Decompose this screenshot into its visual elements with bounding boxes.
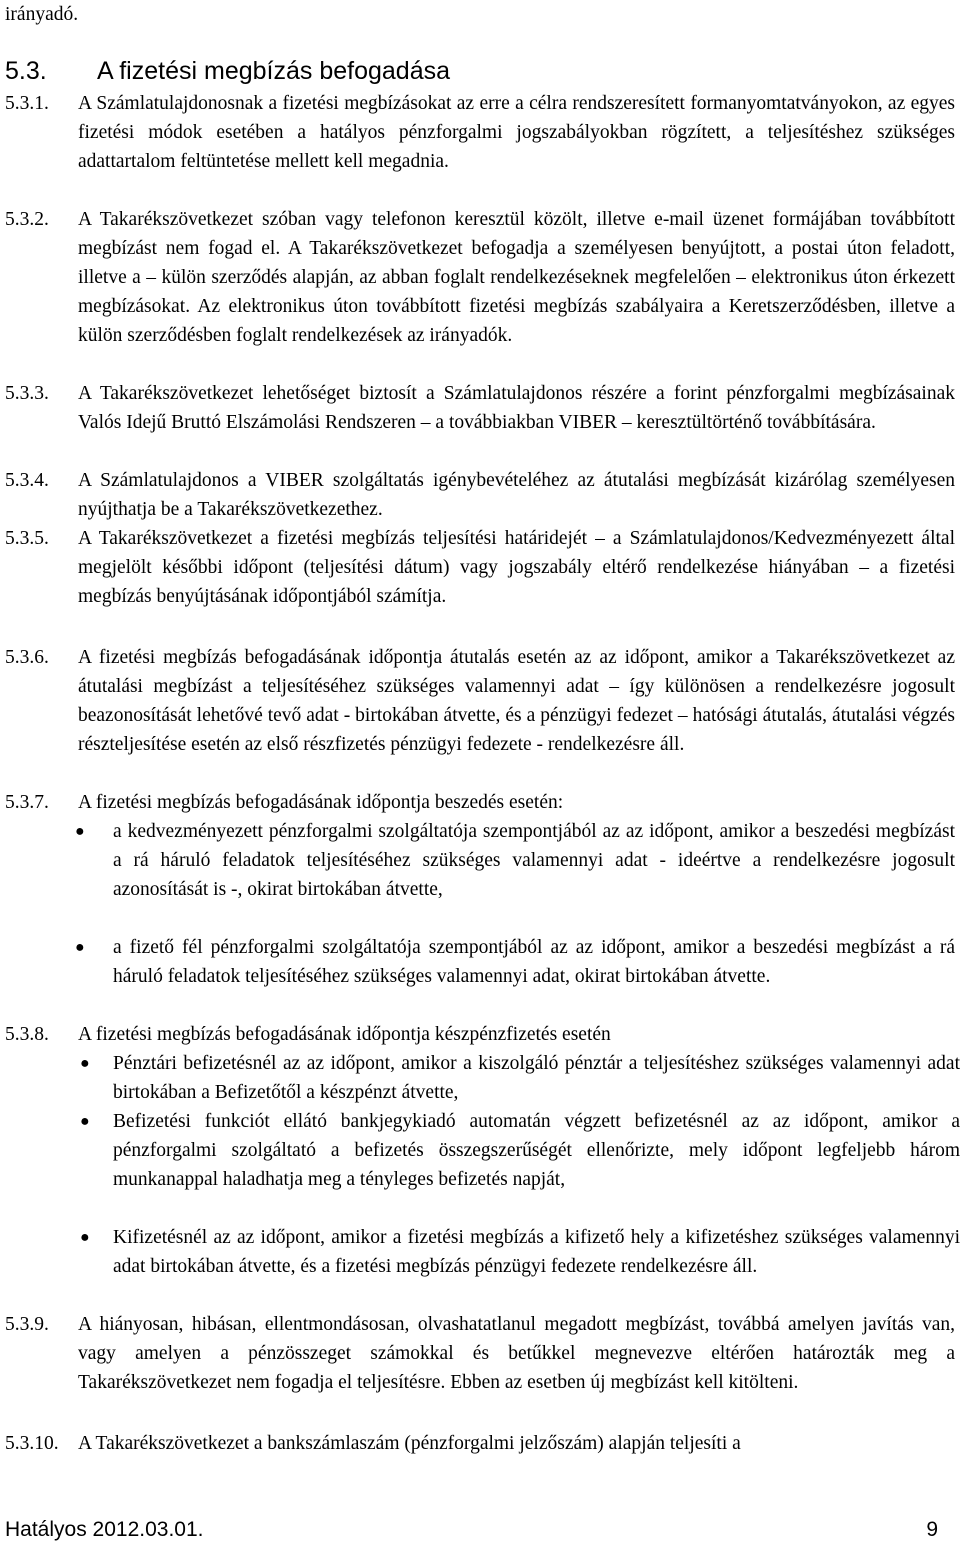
bullet-icon: ● — [80, 1113, 90, 1130]
paragraph-5-3-9 — [5, 1310, 955, 1397]
bullet-icon: ● — [80, 1229, 90, 1246]
paragraph-text: A Takarékszövetkezet a fizetési megbízás teljesítési határidejét – a Számlatulajdonos/Kedvezményezett által megjelölt későbbi időpont (teljesítési dátum) vagy jogszabály eltérő rendelkezése hiányában – a fizetési megbízás benyújtásának időpontjából számítja. — [78, 528, 955, 607]
section-number: 5.3. — [5, 57, 47, 85]
paragraph-text: A fizetési megbízás befogadásának időpontja készpénzfizetés esetén — [78, 1024, 611, 1045]
paragraph-text: A Számlatulajdonos a VIBER szolgáltatás igénybevételéhez az átutalási megbízását kizárólag személyesen nyújthatja be a Takarékszövetkezethez. — [78, 470, 955, 520]
list-item-text: Befizetési funkciót ellátó bankjegykiadó automatán végzett befizetésnél az az időpont, amikor a pénzforgalmi szolgáltató a befizetés összegszerűségét ellenőrizte, mely időpont legfeljebb három munkanappal haladhatja meg a tényleges befizetés napját, — [113, 1111, 960, 1190]
paragraph-number: 5.3.7. — [5, 792, 49, 813]
bullet-icon: ● — [75, 823, 85, 840]
paragraph-5-3-10 — [5, 1429, 955, 1458]
list-item-text: a fizető fél pénzforgalmi szolgáltatója szempontjából az az időpont, amikor a beszedési megbízást a rá háruló feladatok teljesítéséhez szükséges valamennyi adat, okirat birtokában átvette. — [113, 937, 955, 987]
paragraph-number: 5.3.6. — [5, 647, 49, 668]
previous-page-fragment: irányadó. — [5, 4, 79, 25]
paragraph-number: 5.3.3. — [5, 383, 49, 404]
paragraph-text: A Számlatulajdonosnak a fizetési megbízásokat az erre a célra rendszeresített formanyomtatványokon, az egyes fizetési módok esetében a hatályos pénzforgalmi jogszabályokban rögzített, a teljesítéshez szükséges adattartalom feltüntetése mellett kell megadnia. — [78, 93, 955, 172]
paragraph-5-3-6 — [5, 643, 955, 759]
list-item — [80, 1107, 960, 1194]
list-item-text: Pénztári befizetésnél az az időpont, amikor a kiszolgáló pénztár a teljesítéshez szükséges valamennyi adat birtokában a Befizetőtől a készpénzt átvette, — [113, 1053, 960, 1103]
paragraph-number: 5.3.8. — [5, 1024, 49, 1045]
page-footer — [5, 1516, 938, 1544]
list-item-text: Kifizetésnél az az időpont, amikor a fizetési megbízás a kifizető hely a kifizetéshez szükséges valamennyi adat birtokában átvette, és a fizetési megbízás pénzügyi fedezete rendelkezésre áll. — [113, 1227, 960, 1277]
list-item — [80, 1049, 960, 1107]
paragraph-5-3-8 — [5, 1020, 955, 1049]
bullet-icon: ● — [75, 939, 85, 956]
list-item-text: a kedvezményezett pénzforgalmi szolgáltatója szempontjából az az időpont, amikor a beszedési megbízást a rá háruló feladatok teljesítéséhez szükséges valamennyi adat - ideértve a rendelkezésre jogosult azonosítását is -, okirat birtokában átvette, — [113, 821, 955, 900]
paragraph-text: A fizetési megbízás befogadásának időpontja átutalás esetén az az időpont, amikor a Takarékszövetkezet az átutalási megbízást a teljesítéséhez szükséges valamennyi adat – így különösen a rendelkezésre jogosult beazonosítását lehetővé tevő adat - birtokában átvette, és a pénzügyi fedezet – hatósági átutalás, átutalási végzés részteljesítése esetén az első részfizetés pénzügyi fedezete - rendelkezésre áll. — [78, 647, 955, 755]
paragraph-number: 5.3.5. — [5, 528, 49, 549]
paragraph-5-3-5 — [5, 524, 955, 611]
paragraph-5-3-7 — [5, 788, 955, 817]
paragraph-5-3-3 — [5, 379, 955, 437]
paragraph-text: A Takarékszövetkezet a bankszámlaszám (pénzforgalmi jelzőszám) alapján teljesíti a — [78, 1433, 741, 1454]
paragraph-text: A Takarékszövetkezet lehetőséget biztosít a Számlatulajdonos részére a forint pénzforgalmi megbízásainak Valós Idejű Bruttó Elszámolási Rendszeren – a továbbiakban VIBER – keresztültörténő továbbítására. — [78, 383, 955, 433]
paragraph-5-3-1 — [5, 89, 955, 176]
paragraph-number: 5.3.1. — [5, 93, 49, 114]
paragraph-number: 5.3.9. — [5, 1314, 49, 1335]
footer-effective-date: Hatályos 2012.03.01. — [5, 1518, 204, 1541]
list-item — [75, 933, 955, 991]
paragraph-text: A fizetési megbízás befogadásának időpontja beszedés esetén: — [78, 792, 564, 813]
paragraph-text: A hiányosan, hibásan, ellentmondásosan, olvashatatlanul megadott megbízást, továbbá amelyen javítás van, vagy amelyen a pénzösszeget számokkal és betűkkel megnevezve eltérően határozták meg a Takarékszövetkezet nem fogadja el teljesítésre. Ebben az esetben új megbízást kell kitölteni. — [78, 1314, 955, 1393]
list-item — [75, 817, 955, 904]
paragraph-5-3-2 — [5, 205, 955, 350]
paragraph-number: 5.3.10. — [5, 1433, 59, 1454]
page-number: 9 — [926, 1518, 938, 1541]
section-heading — [5, 54, 450, 88]
paragraph-number: 5.3.2. — [5, 209, 49, 230]
paragraph-number: 5.3.4. — [5, 470, 49, 491]
paragraph-5-3-4 — [5, 466, 955, 524]
section-title: A fizetési megbízás befogadása — [97, 57, 451, 85]
paragraph-text: A Takarékszövetkezet szóban vagy telefonon keresztül közölt, illetve e-mail üzenet formájában továbbított megbízást nem fogad el. A Takarékszövetkezet befogadja a személyesen benyújtott, a postai úton feladott, illetve a – külön szerződés alapján, az abban foglalt rendelkezéseknek megfelelően – elektronikus úton érkezett megbízásokat. Az elektronikus úton továbbított fizetési megbízás szabályaira a Keretszerződésben, illetve a külön szerződésben foglalt rendelkezések az irányadók. — [78, 209, 955, 346]
bullet-icon: ● — [80, 1055, 90, 1072]
list-item — [80, 1223, 960, 1281]
